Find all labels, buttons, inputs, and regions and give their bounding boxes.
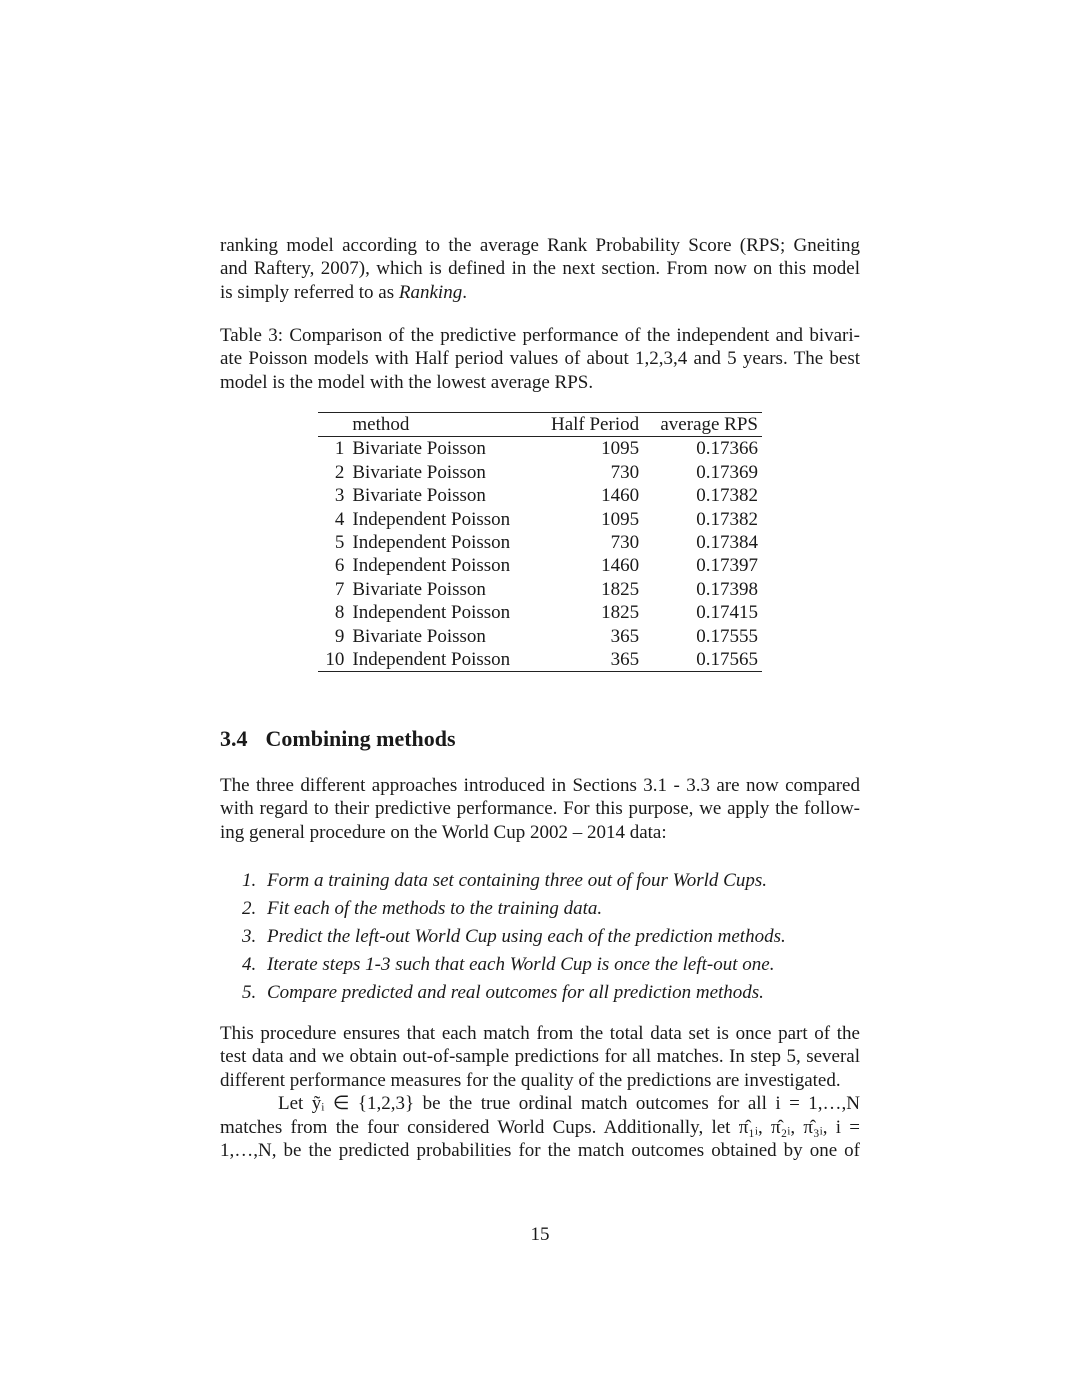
text-line: This procedure ensures that each match from the total data set is once part of the — [220, 1023, 860, 1044]
cell-average-rps: 0.17555 — [696, 625, 758, 647]
cell-half-period: 1460 — [601, 555, 640, 577]
table-row — [318, 554, 762, 577]
text-line: 1,…,N, be the predicted probabilities for the match outcomes obtained by one of — [220, 1139, 860, 1161]
text-line: The three different approaches introduced in Sections 3.1 - 3.3 are now compared — [220, 775, 860, 796]
intro-paragraph — [220, 234, 860, 304]
header-method: method — [352, 414, 410, 435]
cell-index: 1 — [334, 438, 345, 460]
text: is simply referred to as — [220, 281, 399, 303]
cell-method: Bivariate Poisson — [352, 625, 486, 647]
list-number: 5. — [242, 982, 257, 1003]
table-row — [318, 437, 762, 461]
cell-half-period: 730 — [610, 532, 640, 554]
paragraph-2 — [220, 1022, 860, 1162]
cell-index: 8 — [334, 602, 345, 624]
text-line: Let ỹᵢ ∈ {1,2,3} be the true ordinal match outcomes for all i = 1,…,N — [278, 1093, 860, 1115]
section-heading — [220, 726, 474, 752]
caption-line: Table 3: Comparison of the predictive performance of the independent and bivari- — [220, 325, 860, 346]
cell-average-rps: 0.17366 — [696, 438, 758, 460]
cell-average-rps: 0.17398 — [696, 578, 758, 600]
text: . — [462, 281, 467, 303]
caption-line: model is the model with the lowest average RPS. — [220, 371, 594, 393]
text-line: with regard to their predictive performance. For this purpose, we apply the follow- — [220, 798, 860, 820]
cell-average-rps: 0.17565 — [696, 649, 758, 671]
cell-index: 2 — [334, 461, 345, 483]
cell-method: Independent Poisson — [352, 532, 511, 554]
cell-half-period: 365 — [610, 649, 640, 671]
cell-method: Independent Poisson — [352, 508, 511, 530]
page-number: 15 — [530, 1224, 550, 1245]
cell-index: 6 — [334, 555, 345, 577]
cell-average-rps: 0.17382 — [696, 485, 758, 507]
cell-half-period: 1460 — [601, 485, 640, 507]
table-row — [318, 578, 762, 601]
list-item — [242, 951, 786, 979]
list-item — [242, 867, 786, 895]
cell-method: Bivariate Poisson — [352, 461, 486, 483]
cell-half-period: 1825 — [601, 578, 640, 600]
cell-half-period: 365 — [610, 625, 640, 647]
table-row — [318, 531, 762, 554]
cell-average-rps: 0.17382 — [696, 508, 758, 530]
cell-index: 5 — [334, 532, 345, 554]
text-line: and Raftery, 2007), which is defined in the next section. From now on this model — [220, 258, 860, 280]
list-number: 3. — [242, 926, 257, 947]
list-text: Iterate steps 1-3 such that each World Cup is once the left-out one. — [267, 954, 775, 975]
procedure-list — [242, 867, 786, 1007]
cell-half-period: 1095 — [601, 438, 640, 460]
list-number: 1. — [242, 870, 257, 891]
list-number: 2. — [242, 898, 257, 919]
cell-average-rps: 0.17415 — [696, 602, 758, 624]
header-half-period: Half Period — [550, 414, 640, 435]
text-line: test data and we obtain out-of-sample predictions for all matches. In step 5, several — [220, 1046, 860, 1068]
text-line: matches from the four considered World Cups. Additionally, let π̂₁ᵢ, π̂₂ᵢ, π̂₃ᵢ, i = — [220, 1116, 860, 1138]
table-row — [318, 648, 762, 672]
table-row — [318, 484, 762, 507]
header-index — [318, 413, 348, 437]
section-number: 3.4 — [220, 726, 248, 751]
cell-half-period: 1095 — [601, 508, 640, 530]
italic-term: Ranking — [398, 281, 463, 303]
table-row — [318, 508, 762, 531]
text-line — [220, 281, 860, 304]
results-table — [318, 412, 762, 672]
list-item — [242, 923, 786, 951]
cell-method: Bivariate Poisson — [352, 438, 486, 460]
list-text: Predict the left-out World Cup using each of the prediction methods. — [267, 926, 786, 947]
cell-half-period: 1825 — [601, 602, 640, 624]
list-item — [242, 895, 786, 923]
table-row — [318, 601, 762, 624]
cell-method: Bivariate Poisson — [352, 485, 486, 507]
cell-method: Bivariate Poisson — [352, 578, 486, 600]
text-line: ranking model according to the average Rank Probability Score (RPS; Gneiting — [220, 235, 860, 256]
cell-average-rps: 0.17397 — [696, 555, 758, 577]
cell-index: 4 — [334, 508, 345, 530]
cell-half-period: 730 — [610, 461, 640, 483]
list-text: Form a training data set containing three out of four World Cups. — [267, 870, 767, 891]
cell-index: 9 — [334, 625, 345, 647]
cell-method: Independent Poisson — [352, 649, 511, 671]
table-caption — [220, 324, 860, 394]
list-number: 4. — [242, 954, 257, 975]
cell-index: 10 — [325, 649, 345, 671]
cell-average-rps: 0.17369 — [696, 461, 758, 483]
cell-method: Independent Poisson — [352, 555, 511, 577]
list-text: Fit each of the methods to the training data. — [267, 898, 603, 919]
text-line: different performance measures for the quality of the predictions are investigated. — [220, 1069, 841, 1091]
table-row — [318, 625, 762, 648]
paragraph-1 — [220, 774, 860, 844]
table-row — [318, 461, 762, 484]
list-text: Compare predicted and real outcomes for all prediction methods. — [267, 982, 764, 1003]
text-line: ing general procedure on the World Cup 2002 – 2014 data: — [220, 821, 667, 843]
list-item — [242, 979, 786, 1007]
table-header — [318, 413, 762, 437]
caption-line: ate Poisson models with Half period values of about 1,2,3,4 and 5 years. The best — [220, 348, 860, 370]
cell-index: 3 — [334, 485, 345, 507]
cell-average-rps: 0.17384 — [696, 532, 758, 554]
header-average-rps: average RPS — [660, 414, 758, 435]
cell-method: Independent Poisson — [352, 602, 511, 624]
section-title: Combining methods — [265, 726, 456, 751]
cell-index: 7 — [334, 578, 345, 600]
